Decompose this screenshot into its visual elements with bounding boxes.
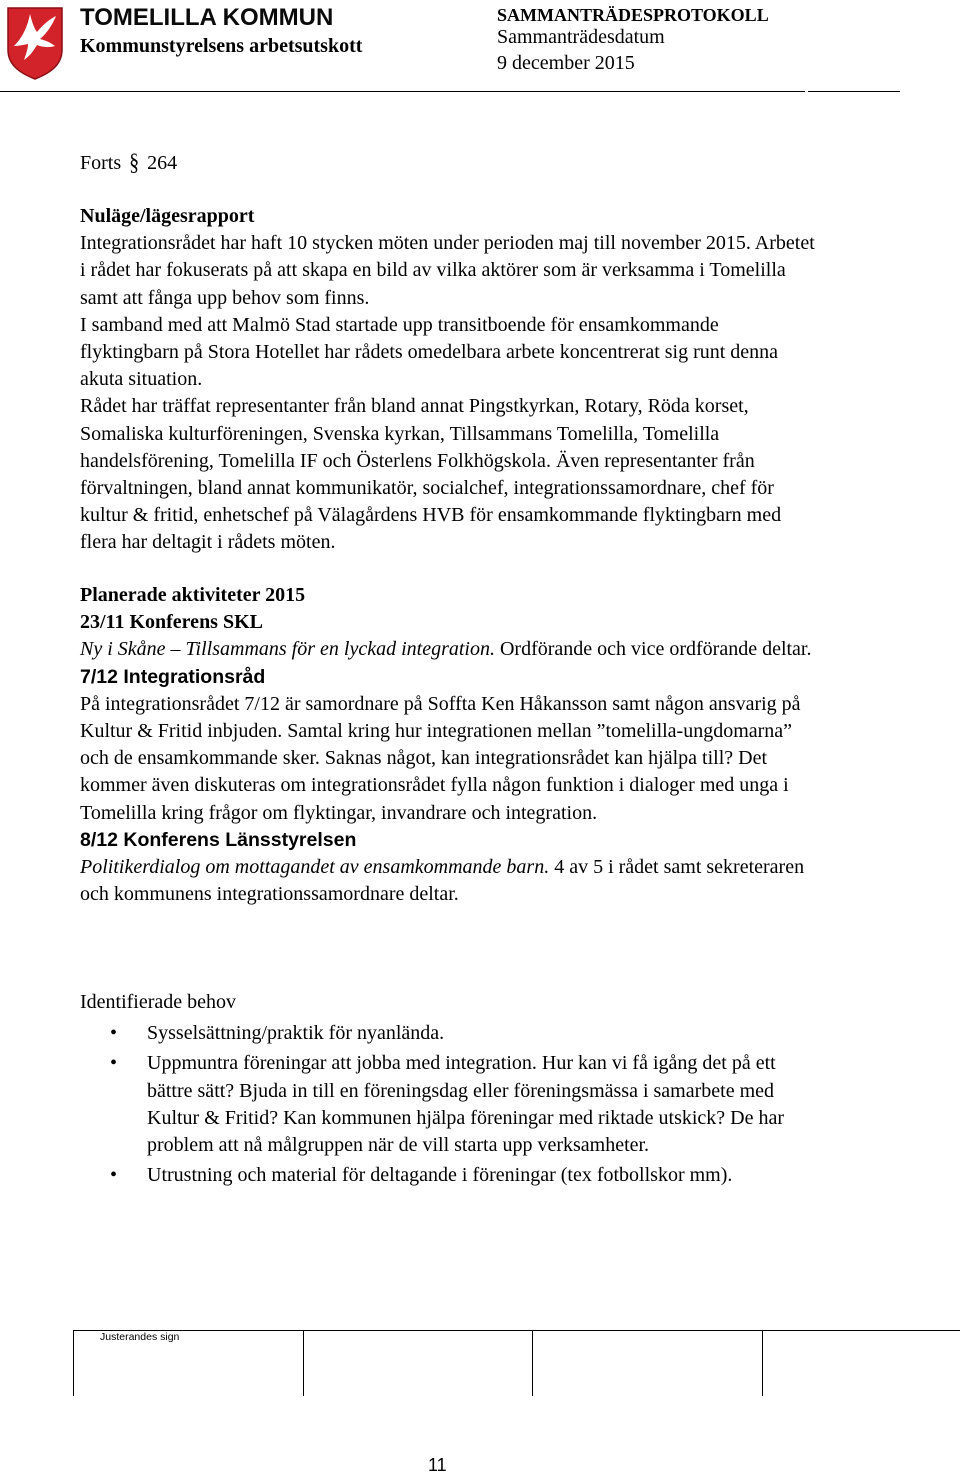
bullet-icon: •	[110, 1052, 118, 1075]
needs-list	[80, 1020, 820, 1189]
municipality-logo	[6, 6, 64, 80]
need-text: Uppmuntra föreningar att jobba med integration. Hur kan vi få igång det på ett bättre sätt? Bjuda in till en föreningsdag eller föreningsmässa i samarbete med Kultur & Fritid? Kan kommunen hjälpa föreningar med riktade utskick? De har problem att nå målgruppen när de vill starta upp verksamheter.	[147, 1052, 785, 1157]
status-paragraph-2: I samband med att Malmö Stad startade upp transitboende för ensamkommande flyktingbarn på Stora Hotellet har rådets omedelbara arbete koncentrerat sig runt denna akuta situation.	[80, 313, 779, 391]
signature-cell-divider	[73, 1330, 74, 1396]
needs-section	[80, 989, 820, 1192]
planned-section	[80, 582, 820, 908]
activity-1-description: Ordförande och vice ordförande deltar.	[494, 638, 812, 661]
signature-table-border	[73, 1330, 960, 1331]
continuation-line	[80, 150, 177, 177]
planned-heading: Planerade aktiviteter 2015	[80, 584, 306, 606]
activity-2-text: På integrationsrådet 7/12 är samordnare på Soffta Ken Håkansson samt någon ansvarig på Kultur & Fritid inbjuden. Samtal kring hur integrationen mellan ”tomelilla-ungdomarna” och de ensamkommande sker. Saknas något, kan integrationsrådet kan hjälpa till? Det kommer även diskuteras om integrationsrådet fylla någon funktion i dialoger med unga i Tomelilla kring frågor om flyktingar, invandrare och integration.	[80, 692, 801, 824]
continuation-label: Forts	[80, 152, 122, 174]
needs-heading: Identifierade behov	[80, 991, 237, 1013]
signature-label: Justerandes sign	[100, 1331, 180, 1343]
committee-name: Kommunstyrelsens arbetsutskott	[80, 35, 363, 57]
need-text: Sysselsättning/praktik för nyanlända.	[147, 1022, 445, 1045]
page-number: 11	[428, 1455, 447, 1475]
municipality-name: TOMELILLA KOMMUN	[80, 4, 334, 31]
need-text: Utrustning och material för deltagande i föreningar (tex fotbollskor mm).	[147, 1164, 733, 1187]
signature-cell-divider	[762, 1330, 763, 1396]
activity-3-title: Politikerdialog om mottagandet av ensamkommande barn.	[80, 856, 550, 879]
meeting-date: 9 december 2015	[497, 52, 635, 74]
section-sign-icon: §	[129, 149, 140, 177]
activity-3-description: 4 av 5 i rådet samt sekreteraren och kommunens integrationssamordnare deltar.	[80, 856, 805, 906]
paragraph-number: 264	[147, 152, 178, 174]
signature-cell-divider	[532, 1330, 533, 1396]
activity-1-text	[80, 636, 820, 663]
status-paragraph-1: Integrationsrådet har haft 10 stycken möten under perioden maj till november 2015. Arbetet i rådet har fokuserats på att skapa en bild av vilka aktörer som är verksamma i Tomelilla samt att fånga upp behov som finns.	[80, 232, 815, 309]
signature-cell-divider	[303, 1330, 304, 1396]
status-section	[80, 203, 820, 557]
bullet-icon: •	[110, 1164, 118, 1187]
header-divider	[0, 91, 805, 92]
activity-1-heading: 23/11 Konferens SKL	[80, 611, 263, 634]
list-item	[80, 1050, 820, 1159]
bullet-icon: •	[110, 1022, 118, 1045]
activity-2-heading: 7/12 Integrationsråd	[80, 665, 266, 688]
activity-1-title: Ny i Skåne – Tillsammans för en lyckad integration.	[80, 638, 495, 661]
header-divider-right	[808, 91, 900, 92]
activity-3-text	[80, 854, 820, 908]
date-label: Sammanträdesdatum	[497, 26, 665, 48]
status-heading: Nuläge/lägesrapport	[80, 205, 255, 227]
activity-3-heading: 8/12 Konferens Länsstyrelsen	[80, 828, 357, 851]
document-type: SAMMANTRÄDESPROTOKOLL	[497, 5, 769, 25]
list-item	[80, 1162, 820, 1189]
status-paragraph-3: Rådet har träffat representanter från bland annat Pingstkyrkan, Rotary, Röda korset, Somaliska kulturföreningen, Svenska kyrkan, Tillsammans Tomelilla, Tomelilla handelsförening, Tomelilla IF och Österlens Folkhögskola. Även representanter från förvaltningen, bland annat kommunikatör, socialchef, integrationssamordnare, chef för kultur & fritid, enhetschef på Välagårdens HVB för ensamkommande flyktingbarn med flera har deltagit i rådets möten.	[80, 395, 782, 554]
list-item	[80, 1020, 820, 1047]
